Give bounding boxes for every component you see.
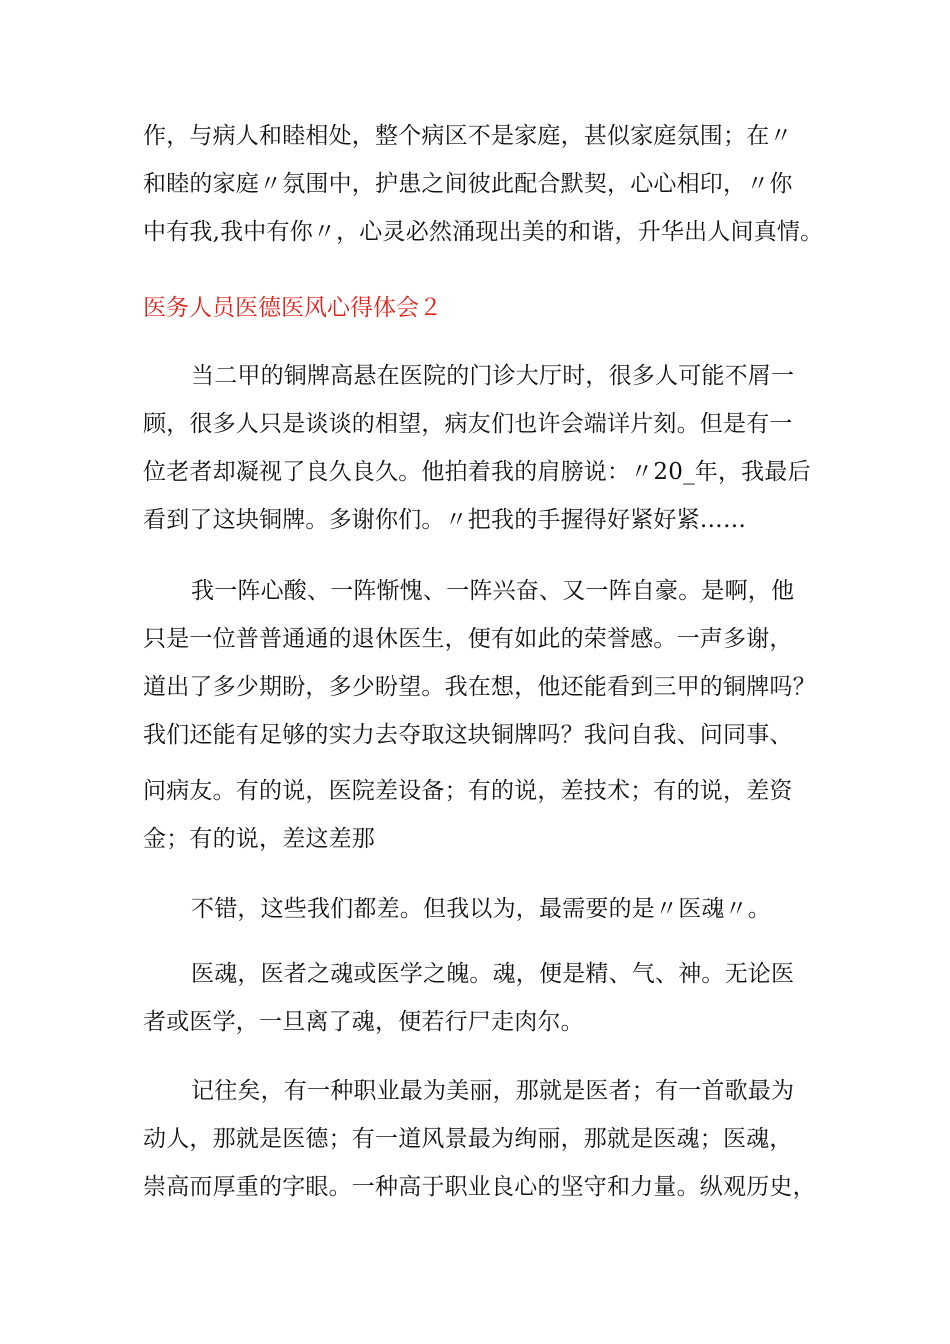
- text-line: 道出了多少期盼，多少盼望。我在想，他还能看到三甲的铜牌吗？: [143, 674, 816, 700]
- text-line: 位老者却凝视了良久良久。他拍着我的肩膀说：〃20_年，我最后: [143, 459, 811, 485]
- section-heading: 医务人员医德医风心得体会２: [143, 295, 442, 321]
- text-line: 崇高而厚重的字眼。一种高于职业良心的坚守和力量。纵观历史，: [143, 1174, 816, 1200]
- paragraph-first-line: 不错，这些我们都差。但我以为，最需要的是〃医魂〃。: [191, 896, 771, 922]
- text-line: 问病友。有的说，医院差设备；有的说，差技术；有的说，差资: [143, 778, 793, 804]
- text-line: 作，与病人和睦相处，整个病区不是家庭，甚似家庭氛围；在〃: [143, 123, 793, 149]
- text-line: 者或医学，一旦离了魂，便若行尸走肉尔。: [143, 1009, 584, 1035]
- paragraph-first-line: 我一阵心酸、一阵惭愧、一阵兴奋、又一阵自豪。是啊，他: [191, 578, 795, 604]
- text-line: 只是一位普普通通的退休医生，便有如此的荣誉感。一声多谢，: [143, 626, 793, 652]
- text-line: 和睦的家庭〃氛围中，护患之间彼此配合默契，心心相印，〃你: [143, 171, 793, 197]
- text-line: 顾，很多人只是谈谈的相望，病友们也许会端详片刻。但是有一: [143, 411, 793, 437]
- paragraph-first-line: 记往矣，有一种职业最为美丽，那就是医者；有一首歌最为: [191, 1078, 795, 1104]
- paragraph-first-line: 医魂，医者之魂或医学之魄。魂，便是精、气、神。无论医: [191, 961, 795, 987]
- text-line: 我们还能有足够的实力去夺取这块铜牌吗？我问自我、问同事、: [143, 722, 793, 748]
- text-line: 看到了这块铜牌。多谢你们。〃把我的手握得好紧好紧……: [143, 507, 747, 533]
- text-line: 动人，那就是医德；有一道风景最为绚丽，那就是医魂；医魂，: [143, 1126, 793, 1152]
- text-line: 中有我,我中有你〃，心灵必然涌现出美的和谐，升华出人间真情。: [143, 219, 824, 245]
- paragraph-first-line: 当二甲的铜牌高悬在医院的门诊大厅时，很多人可能不屑一: [191, 363, 795, 389]
- text-line: 金；有的说，差这差那: [143, 826, 375, 852]
